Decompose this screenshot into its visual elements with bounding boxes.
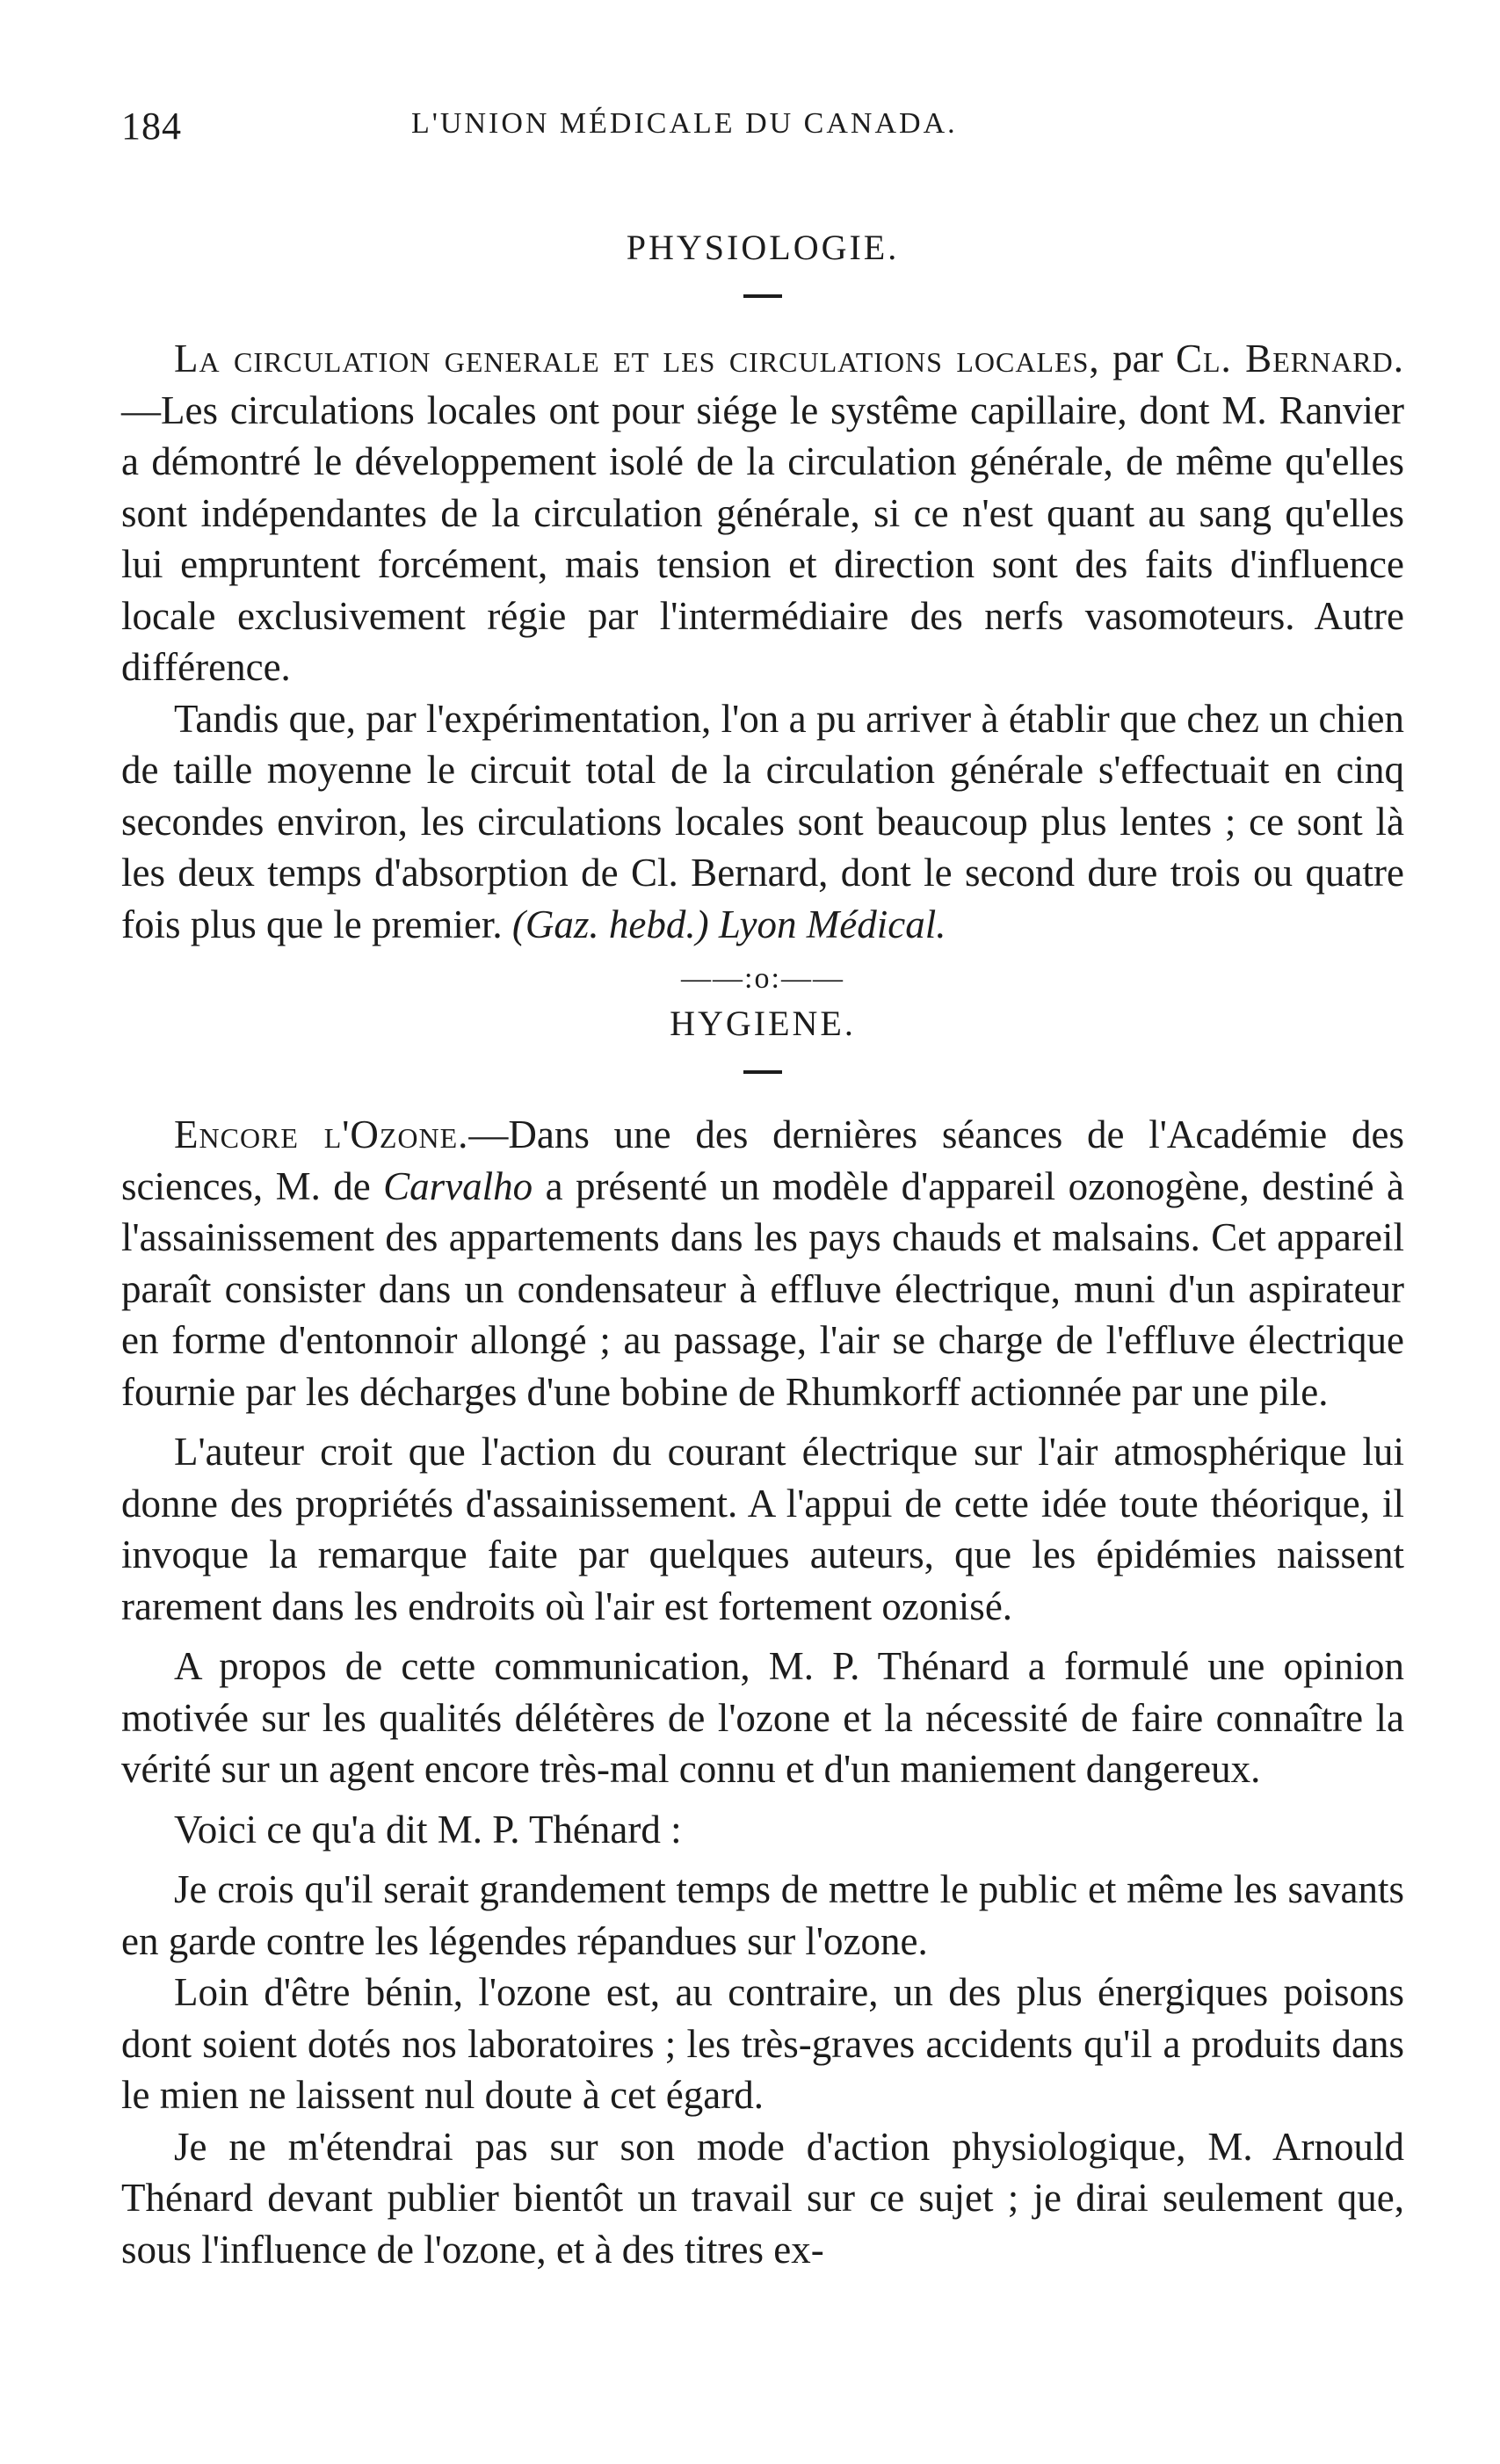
article-circulation-paragraph-2 [121,693,1404,951]
quote-paragraph-3: Je ne m'étendrai pas sur son mode d'action physiologique, M. Arnould Thénard devant publier bientôt un travail sur ce sujet ; je dirai seulement que, sous l'influence de l'ozone, et à des titres ex- [121,2124,1404,2272]
article-author: Cl. Bernard. [1175,337,1405,380]
article-ozone-paragraph-3: A propos de cette communication, M. P. Thénard a formulé une opinion motivée sur les qualités délétères de l'ozone et la nécessité de faire connaître la vérité sur un agent encore très-mal connu et d'un maniement dangereux. [121,1644,1404,1791]
page [121,104,1404,2275]
person-name: Carvalho [383,1163,533,1208]
article-title: Encore l'Ozone. [174,1112,469,1156]
journal-title: L'UNION MÉDICALE DU CANADA. [411,107,958,140]
byline-par: par [1112,337,1163,380]
section-separator: ——:o:—— [681,962,844,995]
section-heading-hygiene: HYGIENE. [670,1004,856,1043]
article-circulation-paragraph-1 [121,333,1404,693]
heading-rule [743,1070,782,1074]
quote-paragraph-2: Loin d'être bénin, l'ozone est, au contraire, un des plus énergiques poisons dont soient dotés nos laboratoires ; les très-graves accidents qu'il a produits dans le mien ne laissent nul doute à cet égard. [121,1970,1404,2117]
paragraph-text: —Dans une des dernières séances de l'Académie des sciences, M. de [121,1112,1404,1208]
paragraph-text: —Les circulations locales ont pour siége le systême capillaire, dont M. Ranvier a démontré le développement isolé de la circulation générale, de même qu'elles sont indépendantes de la circulation générale, si ce n'est quant au sang qu'elles lui empruntent forcément, mais tension et direction sont des faits d'influence locale exclusivement régie par l'intermédiaire des nerfs vasomoteurs. Autre différence. [121,388,1404,689]
article-ozone-paragraph-1 [121,1109,1404,1417]
running-head [121,104,1404,156]
article-ozone-paragraph-4: Voici ce qu'a dit M. P. Thénard : [174,1807,682,1852]
article-ozone-paragraph-2: L'auteur croit que l'action du courant électrique sur l'air atmosphérique lui donne des propriétés d'assainissement. A l'appui de cette idée toute théorique, il invoque la remarque faite par quelques auteurs, que les épidémies naissent rarement dans les endroits où l'air est fortement ozonisé. [121,1430,1404,1628]
paragraph-text: Tandis que, par l'expérimentation, l'on a pu arriver à établir que chez un chien de taille moyenne le circuit total de la circulation générale s'effectuait en cinq secondes environ, les circulations locales sont beaucoup plus lentes ; ce sont là les deux temps d'absorption de Cl. Bernard, dont le second dure trois ou quatre fois plus que le premier. [121,696,1404,946]
source-citation: (Gaz. hebd.) Lyon Médical. [511,902,946,946]
article-title: La circulation generale et les circulations locales, [174,337,1100,380]
page-number: 184 [121,105,182,148]
quote-paragraph-1: Je crois qu'il serait grandement temps de mettre le public et même les savants en garde contre les légendes répandues sur l'ozone. [121,1867,1404,1963]
section-heading-physiologie: PHYSIOLOGIE. [626,228,900,267]
paragraph-text: a présenté un modèle d'appareil ozonogène, destiné à l'assainissement des appartements dans les pays chauds et malsains. Cet appareil paraît consister dans un condensateur à effluve électrique, muni d'un aspirateur en forme d'entonnoir allongé ; au passage, l'air se charge de l'effluve électrique fournie par les décharges d'une bobine de Rhumkorff actionnée par une pile. [121,1163,1405,1414]
heading-rule [743,294,782,298]
